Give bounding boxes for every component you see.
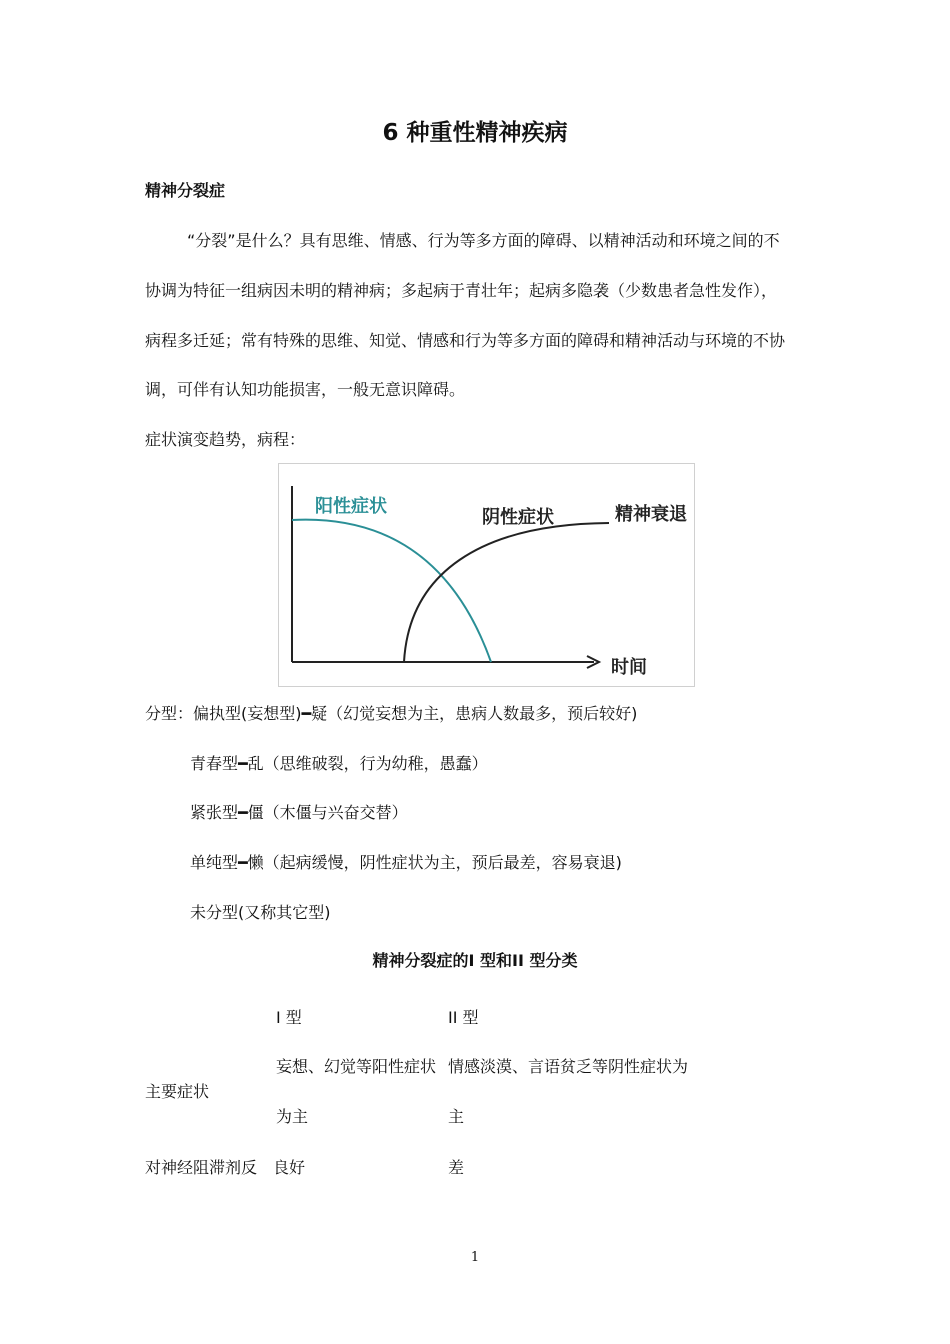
page-number: 1 — [470, 1250, 480, 1265]
table-cell-r1c1-line2: 为主 — [276, 1107, 309, 1126]
table-row-label-response: 对神经阻滞剂反 — [145, 1158, 258, 1177]
type-item-hebephrenic: 青春型━乱（思维破裂，行为幼稚，愚蠢） — [190, 754, 488, 773]
negative-symptom-curve — [404, 523, 609, 662]
series-label-positive: 阳性症状 — [315, 496, 387, 517]
paragraph-line-2: 协调为特征一组病因未明的精神病；多起病于青壮年；起病多隐袭（少数患者急性发作）， — [145, 281, 778, 300]
series-label-negative: 阴性症状 — [482, 507, 554, 528]
table-cell-r2c1: 良好 — [273, 1158, 306, 1177]
table-cell-r1c2-line2: 主 — [448, 1107, 465, 1126]
symptom-trend-chart — [278, 463, 695, 687]
table-title: 精神分裂症的I 型和II 型分类 — [372, 951, 578, 970]
type-item-paranoid: 分型：偏执型(妄想型)━疑（幻觉妄想为主，患病人数最多，预后较好) — [145, 704, 638, 723]
table-header-type1: I 型 — [276, 1008, 302, 1027]
table-cell-r1c1-line1: 妄想、幻觉等阳性症状 — [276, 1057, 437, 1076]
table-cell-r1c2-line1: 情感淡漠、言语贫乏等阴性症状为 — [448, 1057, 689, 1076]
page-title: 6 种重性精神疾病 — [382, 120, 568, 146]
paragraph-line-4: 调，可伴有认知功能损害，一般无意识障碍。 — [145, 380, 466, 399]
section-heading: 精神分裂症 — [145, 181, 226, 200]
trend-label: 症状演变趋势，病程： — [145, 430, 306, 449]
type-item-catatonic: 紧张型━僵（木僵与兴奋交替） — [190, 803, 408, 822]
x-axis-label: 时间 — [611, 657, 647, 678]
table-cell-r2c2: 差 — [448, 1158, 465, 1177]
table-header-type2: II 型 — [448, 1008, 479, 1027]
type-item-simple: 单纯型━懒（起病缓慢，阴性症状为主，预后最差，容易衰退) — [190, 853, 622, 872]
positive-symptom-curve — [292, 520, 491, 662]
table-row-label-symptoms: 主要症状 — [145, 1082, 210, 1101]
type-item-undifferentiated: 未分型(又称其它型) — [190, 903, 331, 922]
annotation-decline: 精神衰退 — [615, 504, 687, 525]
paragraph-line-3: 病程多迁延；常有特殊的思维、知觉、情感和行为等多方面的障碍和精神活动与环境的不协 — [145, 331, 786, 350]
paragraph-line-1: “分裂”是什么？具有思维、情感、行为等多方面的障碍、以精神活动和环境之间的不 — [187, 231, 780, 250]
